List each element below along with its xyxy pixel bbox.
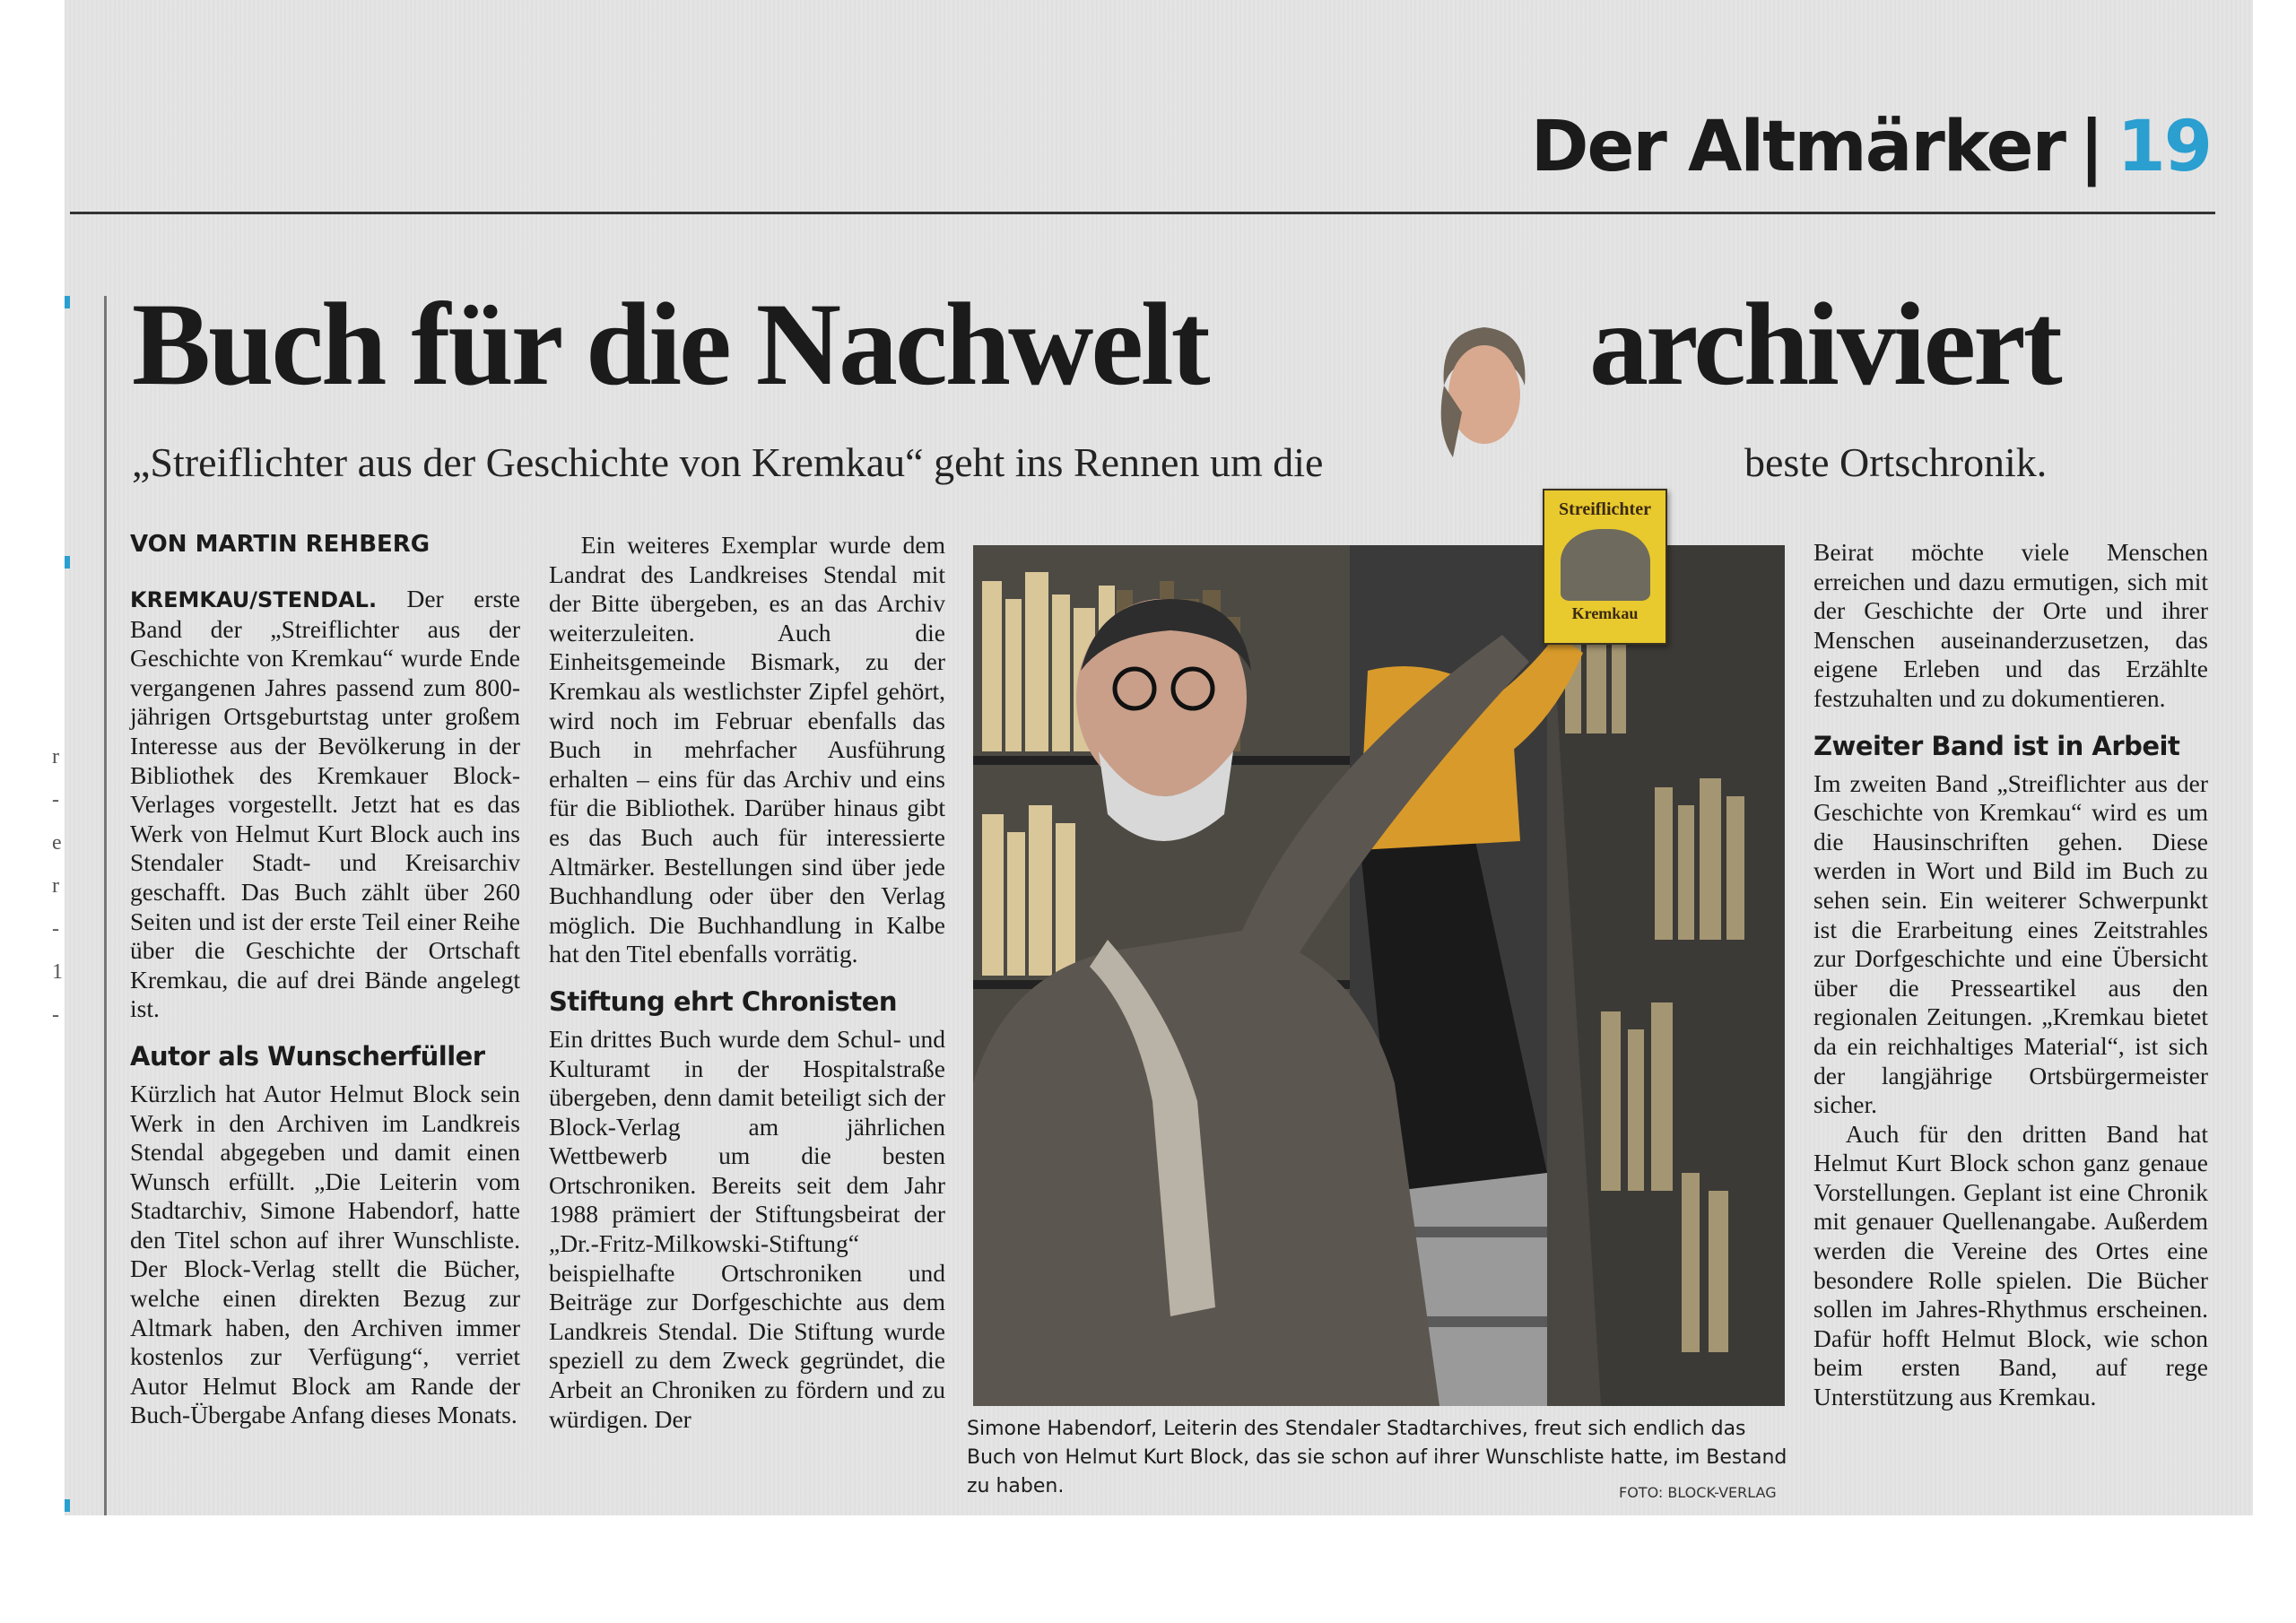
cut-letter: -	[52, 1003, 59, 1027]
blue-edge-mark	[65, 296, 70, 308]
paragraph: Auch für den dritten Band hat Helmut Kurt Block schon ganz genaue Vorstellungen. Geplant ist eine Chronik mit genauer Quellenangabe. Außerdem werden die Vereine des Ortes eine besondere Rolle spielen. Die Bücher sollen im Jahres-Rhythmus erscheinen. Dafür hofft Helmut Block, wie schon beim ersten Band, auf rege Unterstützung aus Kremkau.	[1813, 1119, 2208, 1411]
paragraph: Ein weiteres Exemplar wurde dem Landrat des Landkreises Stendal mit der Bitte übergeben, es an das Archiv weiterzuleiten. Auch die Einheitsgemeinde Bismark, zu der Kremkau als westlichster Zipfel gehört, wird noch im Februar ebenfalls das Buch in mehrfacher Ausführung erhalten – eins für das Archiv und eins für die Bibliothek. Darüber hinaus gibt es das Buch auch für interessierte Altmärker. Bestellungen sind über jede Buchhandlung oder über den Verlag möglich. Die Buchhandlung in Kalbe hat den Titel ebenfalls vorrätig.	[549, 531, 945, 968]
cut-letter: e	[52, 831, 62, 855]
paragraph: Ein drittes Buch wurde dem Schul- und Kulturamt in der Hospitalstraße übergeben, denn damit beteiligt sich der Block-Verlag am jährlichen Wettbewerb um die besten Ortschroniken. Bereits seit dem Jahr 1988 prämiert der Stiftungsbeirat der „Dr.-Fritz-Milkowski-Stiftung“ beispielhafte Ortschroniken und Beiträge zur Dorfgeschichte aus dem Landkreis Stendal. Die Stiftung wurde speziell zu dem Zweck gegründet, die Arbeit an Chroniken zu fördern und zu würdigen. Der	[549, 1024, 945, 1433]
cut-letter: r	[52, 745, 59, 768]
article-column-4	[1813, 538, 2208, 1412]
masthead-name: Der Altmärker	[1530, 107, 2065, 187]
book-in-hand	[1543, 489, 1667, 645]
book-cover-image	[1561, 529, 1650, 601]
book-title: Streiflichter	[1559, 499, 1651, 519]
subheadline-part-2: beste Ortschronik.	[1744, 439, 2048, 485]
woman-figure-head	[1435, 323, 1534, 457]
article-column-1	[130, 585, 520, 1430]
section-heading: Zweiter Band ist in Arbeit	[1813, 730, 2180, 761]
article-column-2	[549, 531, 945, 1434]
cut-letter: -	[52, 917, 59, 941]
cut-letter: 1	[52, 960, 63, 984]
cut-off-neighbour-column	[52, 735, 70, 1037]
blue-edge-mark	[65, 556, 70, 568]
photo-credit: FOTO: BLOCK-VERLAG	[1619, 1484, 1777, 1501]
subheadline-part-1: „Streiflichter aus der Geschichte von Kremkau“ geht ins Rennen um die	[132, 439, 1324, 485]
paragraph: Beirat möchte viele Menschen erreichen und dazu ermutigen, sich mit der Geschichte der Orte und ihrer Menschen auseinanderzusetzen, das eigene Erleben und das Erzählte festzuhalten und zu dokumentieren.	[1813, 538, 2208, 712]
paragraph: Im zweiten Band „Streiflichter aus der Geschichte von Kremkau“ wird es um die Hausinschriften gehen. Diese werden in Wort und Bild im Buch zu sehen sein. Ein weiterer Schwerpunkt ist die Erarbeitung eines Zeitstrahles zur Dorfgeschichte und eine Übersicht über die Presseartikel aus den regionalen Zeitungen. „Kremkau bietet da ein reichhaltiges Material“, ist sich der langjährige Ortsbürgermeister sicher.	[1813, 768, 2208, 1119]
masthead-separator: |	[2078, 107, 2103, 187]
page-number: 19	[2117, 107, 2211, 187]
headline-part-2: archiviert	[1589, 278, 2060, 410]
left-column-rule	[104, 296, 107, 1515]
headline-part-1: Buch für die Nachwelt	[132, 278, 1208, 410]
photo-caption: Simone Habendorf, Leiterin des Stendaler Stadtarchives, freut sich endlich das Buch von Helmut Kurt Block, das sie schon auf ihrer Wunschliste hatte, im Bestand zu haben.	[967, 1418, 1787, 1497]
paragraph: Der erste Band der „Streiflichter aus der Geschichte von Kremkau“ wurde Ende vergangenen Jahres passend zum 800-jährigen Ortsgeburtstag unter großem Interesse aus der Bevölkerung in der Bibliothek des Kremkauer Block-Verlages vorgestellt. Jetzt hat es das Werk von Helmut Kurt Block auch ins Stendaler Stadt- und Kreisarchiv geschafft. Das Buch zählt über 260 Seiten und ist der erste Teil einer Reihe über die Geschichte der Ortschaft Kremkau, die auf drei Bände angelegt ist.	[130, 585, 521, 1023]
article-photo	[973, 545, 1785, 1406]
dateline: KREMKAU/STENDAL.	[130, 587, 378, 612]
header-rule	[70, 212, 2215, 214]
cut-letter: r	[52, 874, 59, 898]
blue-edge-mark	[65, 1499, 70, 1512]
byline: VON MARTIN REHBERG	[130, 531, 430, 558]
masthead	[1530, 107, 2211, 187]
paragraph: Kürzlich hat Autor Helmut Block sein Werk in den Archiven im Landkreis Stendal abgegeben und damit einen Wunsch erfüllt. „Die Leiterin vom Stadtarchiv, Simone Habendorf, hatte den Titel schon auf ihrer Wunschliste. Der Block-Verlag stellt die Bücher, welche einen direkten Bezug zur Altmark haben, den Archiven immer kostenlos zur Verfügung“, verriet Autor Helmut Block am Rande der Buch-Übergabe Anfang dieses Monats.	[130, 1079, 520, 1429]
book-place: Kremkau	[1571, 604, 1639, 622]
library-shelves-photo	[973, 545, 1785, 1406]
cut-letter: -	[52, 788, 59, 812]
section-heading: Autor als Wunscherfüller	[130, 1040, 485, 1072]
section-heading: Stiftung ehrt Chronisten	[549, 985, 898, 1017]
